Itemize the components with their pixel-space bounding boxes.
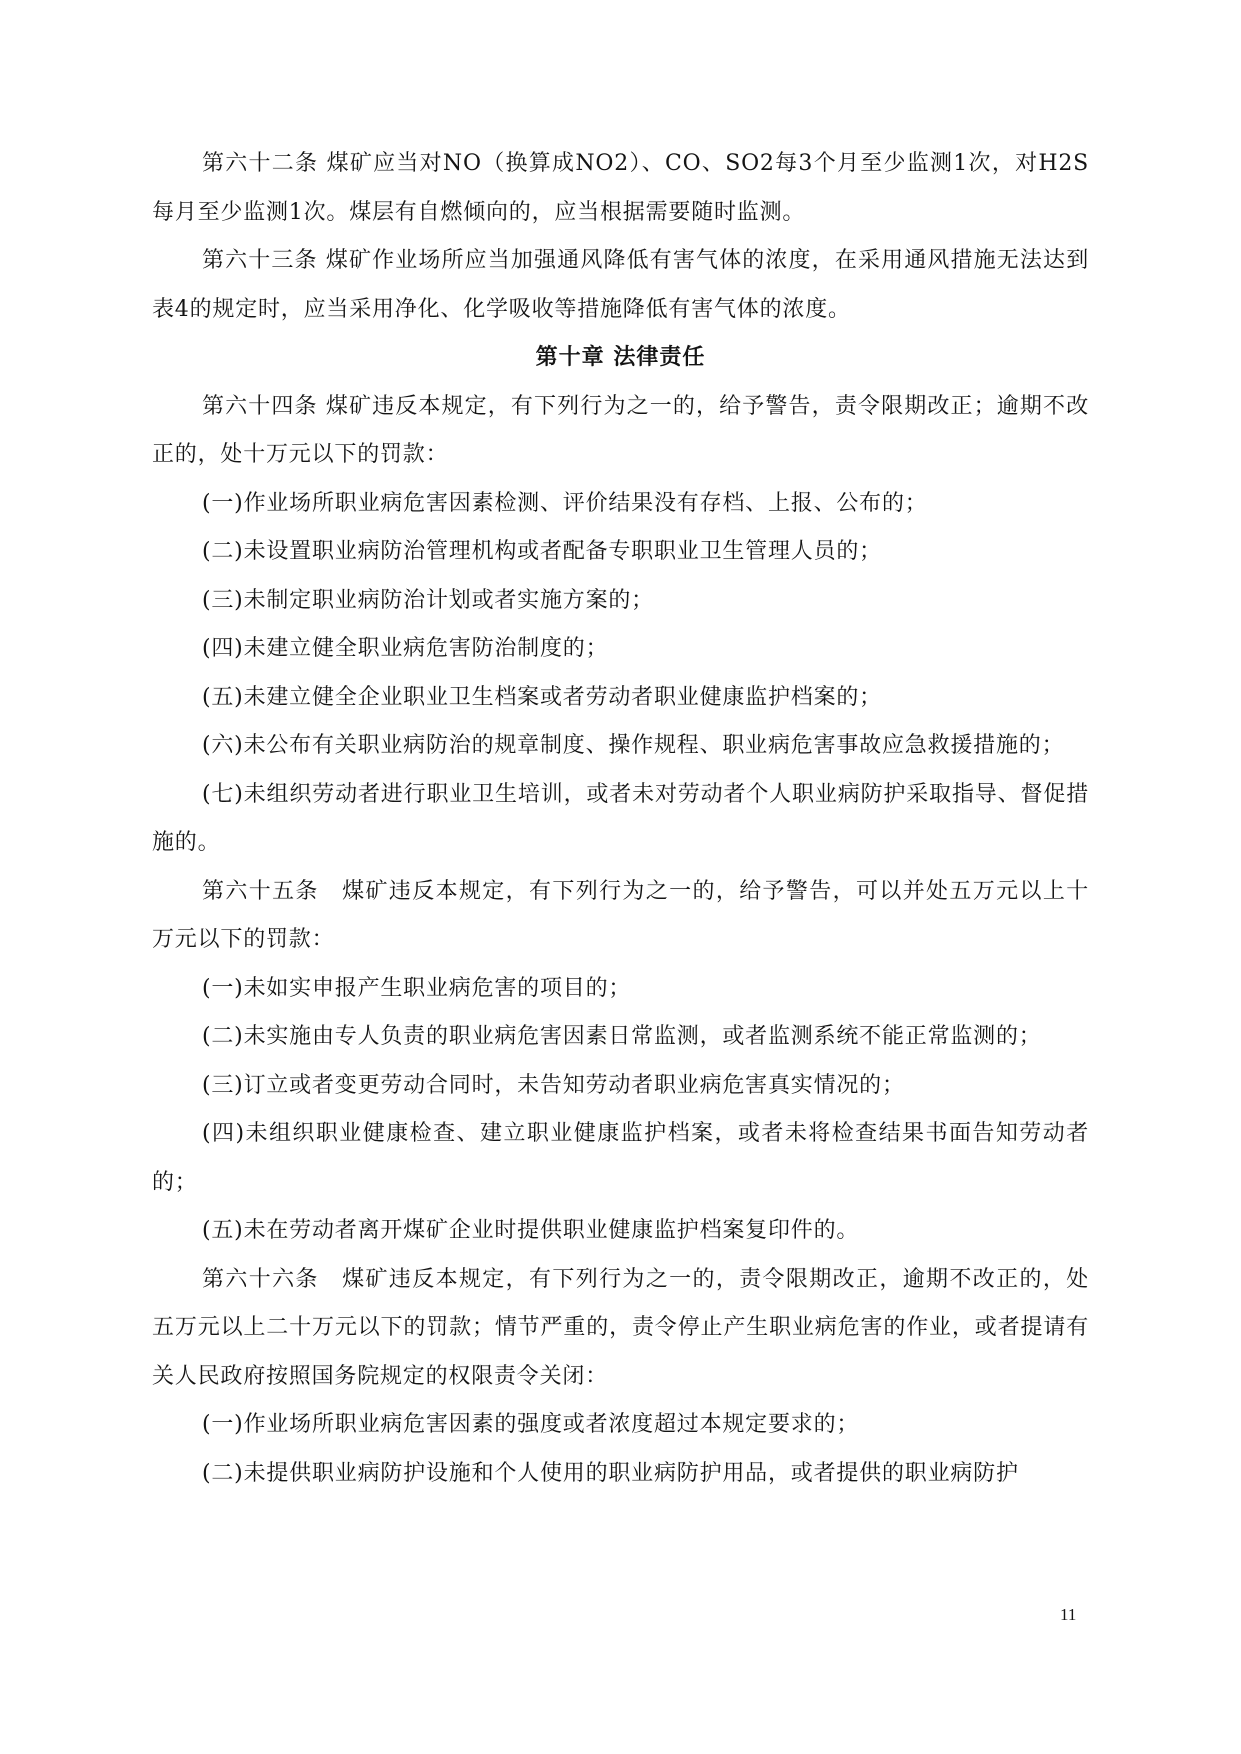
- list-item: (五)未在劳动者离开煤矿企业时提供职业健康监护档案复印件的。: [202, 1218, 860, 1243]
- article-63: 第六十三条 煤矿作业场所应当加强通风降低有害气体的浓度，在采用通风措施无法达到表4的规定时，应当采用净化、化学吸收等措施降低有害气体的浓度。: [152, 248, 1089, 322]
- article-64: 第六十四条 煤矿违反本规定，有下列行为之一的，给予警告，责令限期改正；逾期不改正的，处十万元以下的罚款：: [152, 393, 1089, 467]
- list-item: (三)订立或者变更劳动合同时，未告知劳动者职业病危害真实情况的；: [202, 1072, 905, 1098]
- list-item: (二)未实施由专人负责的职业病危害因素日常监测，或者监测系统不能正常监测的；: [202, 1024, 1042, 1049]
- list-item: (四)未组织职业健康检查、建立职业健康监护档案，或者未将检查结果书面告知劳动者的；: [152, 1121, 1089, 1195]
- list-item: (一)未如实申报产生职业病危害的项目的；: [202, 975, 632, 1001]
- list-item: (二)未提供职业病防护设施和个人使用的职业病防护用品，或者提供的职业病防护: [202, 1460, 1019, 1486]
- list-item: (四)未建立健全职业病危害防治制度的；: [202, 636, 609, 661]
- list-item: (六)未公布有关职业病防治的规章制度、操作规程、职业病危害事故应急救援措施的；: [202, 733, 1065, 758]
- list-item: (一)作业场所职业病危害因素的强度或者浓度超过本规定要求的；: [202, 1412, 860, 1437]
- page-content: [152, 140, 1089, 1498]
- list-item: (二)未设置职业病防治管理机构或者配备专职职业卫生管理人员的；: [202, 539, 882, 564]
- article-65: 第六十五条 煤矿违反本规定，有下列行为之一的，给予警告，可以并处五万元以上十万元以下的罚款：: [152, 878, 1089, 952]
- list-item: (三)未制定职业病防治计划或者实施方案的；: [202, 587, 654, 613]
- list-item: (七)未组织劳动者进行职业卫生培训，或者未对劳动者个人职业病防护采取指导、督促措施的。: [152, 781, 1089, 855]
- article-62: 第六十二条 煤矿应当对NO（换算成NO2）、CO、SO2每3个月至少监测1次，对H2S每月至少监测1次。煤层有自燃倾向的，应当根据需要随时监测。: [152, 151, 1089, 225]
- list-item: (一)作业场所职业病危害因素检测、评价结果没有存档、上报、公布的；: [202, 490, 928, 516]
- list-item: (五)未建立健全企业职业卫生档案或者劳动者职业健康监护档案的；: [202, 684, 882, 710]
- article-66: 第六十六条 煤矿违反本规定，有下列行为之一的，责令限期改正，逾期不改正的，处五万元以上二十万元以下的罚款；情节严重的，责令停止产生职业病危害的作业，或者提请有关人民政府按照国务院规定的权限责令关闭：: [152, 1266, 1089, 1389]
- chapter-heading: 第十章 法律责任: [535, 345, 706, 370]
- page-number: 11: [1060, 1605, 1077, 1624]
